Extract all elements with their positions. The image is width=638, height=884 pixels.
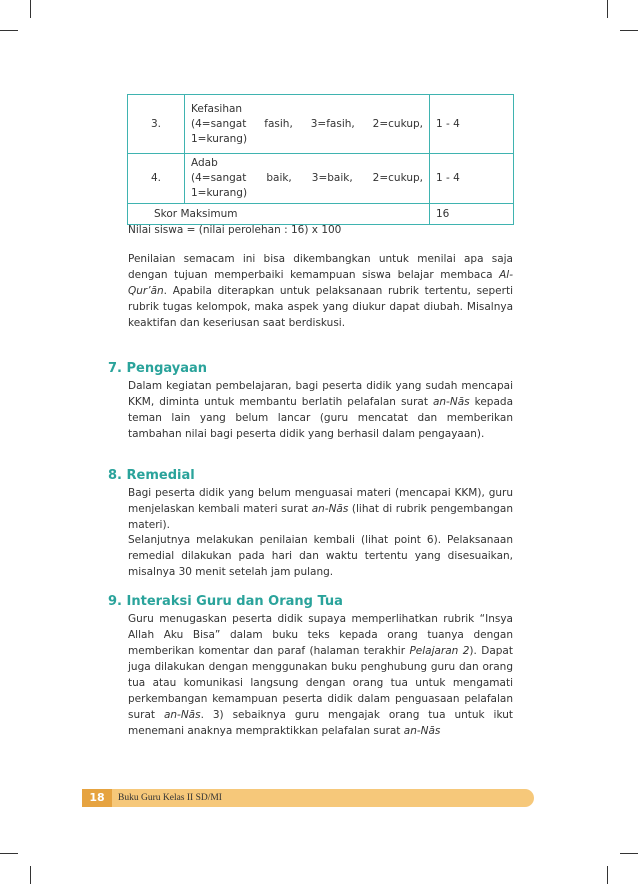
s7-emphasis: an-Nās bbox=[432, 396, 470, 408]
crop-mark bbox=[30, 0, 31, 18]
row-detail: (4=sangat baik, 3=baik, 2=cukup, 1=kurang) bbox=[191, 172, 423, 199]
s7-text-rest: kepada teman lain yang belum lancar (guru mencatat dan memberikan tambahan nilai bagi peserta didik yang berhasil dalam pengayaan). bbox=[128, 396, 513, 440]
section-7-heading: 7. Pengayaan bbox=[108, 361, 208, 376]
crop-mark bbox=[607, 0, 608, 18]
total-value: 16 bbox=[430, 204, 514, 225]
row-number: 4. bbox=[128, 154, 185, 204]
rubric-table bbox=[127, 94, 514, 225]
s9-emphasis: Pelajaran 2 bbox=[409, 645, 470, 657]
section-9-heading: 9. Interaksi Guru dan Orang Tua bbox=[108, 594, 343, 609]
crop-mark bbox=[620, 853, 638, 854]
row-detail: (4=sangat fasih, 3=fasih, 2=cukup, 1=kurang) bbox=[191, 117, 423, 145]
s8-text-rest: (lihat di rubrik pengembangan materi). bbox=[128, 503, 513, 531]
section-8-heading: 8. Remedial bbox=[108, 468, 195, 483]
s9-text: Guru menugaskan peserta didik supaya memperlihatkan rubrik “Insya Allah Aku Bisa” dalam buku teks kepada orang tuanya dengan memberikan komentar dan paraf (halaman terakhir bbox=[128, 613, 513, 657]
table-row bbox=[128, 95, 514, 154]
crop-mark bbox=[30, 866, 31, 884]
crop-mark bbox=[620, 30, 638, 31]
total-label: Skor Maksimum bbox=[128, 204, 430, 225]
s9-emphasis-2: an-Nās bbox=[163, 709, 201, 721]
crop-mark bbox=[0, 30, 18, 31]
s9-emphasis-3: an-Nās bbox=[403, 725, 441, 737]
page-number: 18 bbox=[82, 789, 112, 807]
s7-text: Dalam kegiatan pembelajaran, bagi peserta didik yang sudah mencapai KKM, diminta untuk membantu berlatih pelafalan surat bbox=[128, 380, 513, 408]
book-title: Buku Guru Kelas II SD/MI bbox=[118, 793, 222, 803]
section-7-body bbox=[128, 378, 513, 442]
section-9-body bbox=[128, 611, 513, 739]
table-row bbox=[128, 154, 514, 204]
s8-emphasis: an-Nās bbox=[311, 503, 349, 515]
row-description bbox=[185, 95, 430, 154]
intro-paragraph bbox=[128, 251, 513, 331]
s9-text-2: ). Dapat juga dilakukan dengan menggunakan buku penghubung guru dan orang tua atau komunikasi langsung dengan orang tua untuk mengamati perkembangan kemampuan peserta didik dalam penguasaan pelafalan surat bbox=[128, 645, 513, 721]
row-title: Kefasihan bbox=[191, 102, 243, 115]
intro-text-rest: . Apabila diterapkan untuk pelaksanaan rubrik tertentu, seperti rubrik tugas kelompok, maka aspek yang diukur dapat diubah. Misalnya keaktifan dan keseriusan saat berdiskusi. bbox=[128, 285, 513, 329]
s8-text: Bagi peserta didik yang belum menguasai materi (mencapai KKM), guru menjelaskan kembali materi surat bbox=[128, 487, 513, 515]
row-description bbox=[185, 154, 430, 204]
row-score: 1 - 4 bbox=[430, 95, 514, 154]
intro-text: Penilaian semacam ini bisa dikembangkan untuk menilai apa saja dengan tujuan memperbaiki kemampuan siswa belajar membaca bbox=[128, 253, 513, 281]
row-title: Adab bbox=[191, 157, 218, 169]
score-formula: Nilai siswa = (nilai perolehan : 16) x 100 bbox=[128, 224, 342, 236]
s9-text-3: . 3) sebaiknya guru mengajak orang tua untuk ikut menemani anaknya mempraktikkan pelafalan surat bbox=[128, 709, 513, 737]
crop-mark bbox=[0, 853, 18, 854]
row-score: 1 - 4 bbox=[430, 154, 514, 204]
row-number: 3. bbox=[128, 95, 185, 154]
crop-mark bbox=[607, 866, 608, 884]
section-8-body bbox=[128, 485, 513, 533]
section-8-body-2: Selanjutnya melakukan penilaian kembali (lihat point 6). Pelaksanaan remedial dilakukan pada hari dan waktu tertentu yang disesuaikan, misalnya 30 menit setelah jam pulang. bbox=[128, 534, 513, 578]
intro-emphasis: Al-Qur’ān bbox=[128, 269, 513, 297]
